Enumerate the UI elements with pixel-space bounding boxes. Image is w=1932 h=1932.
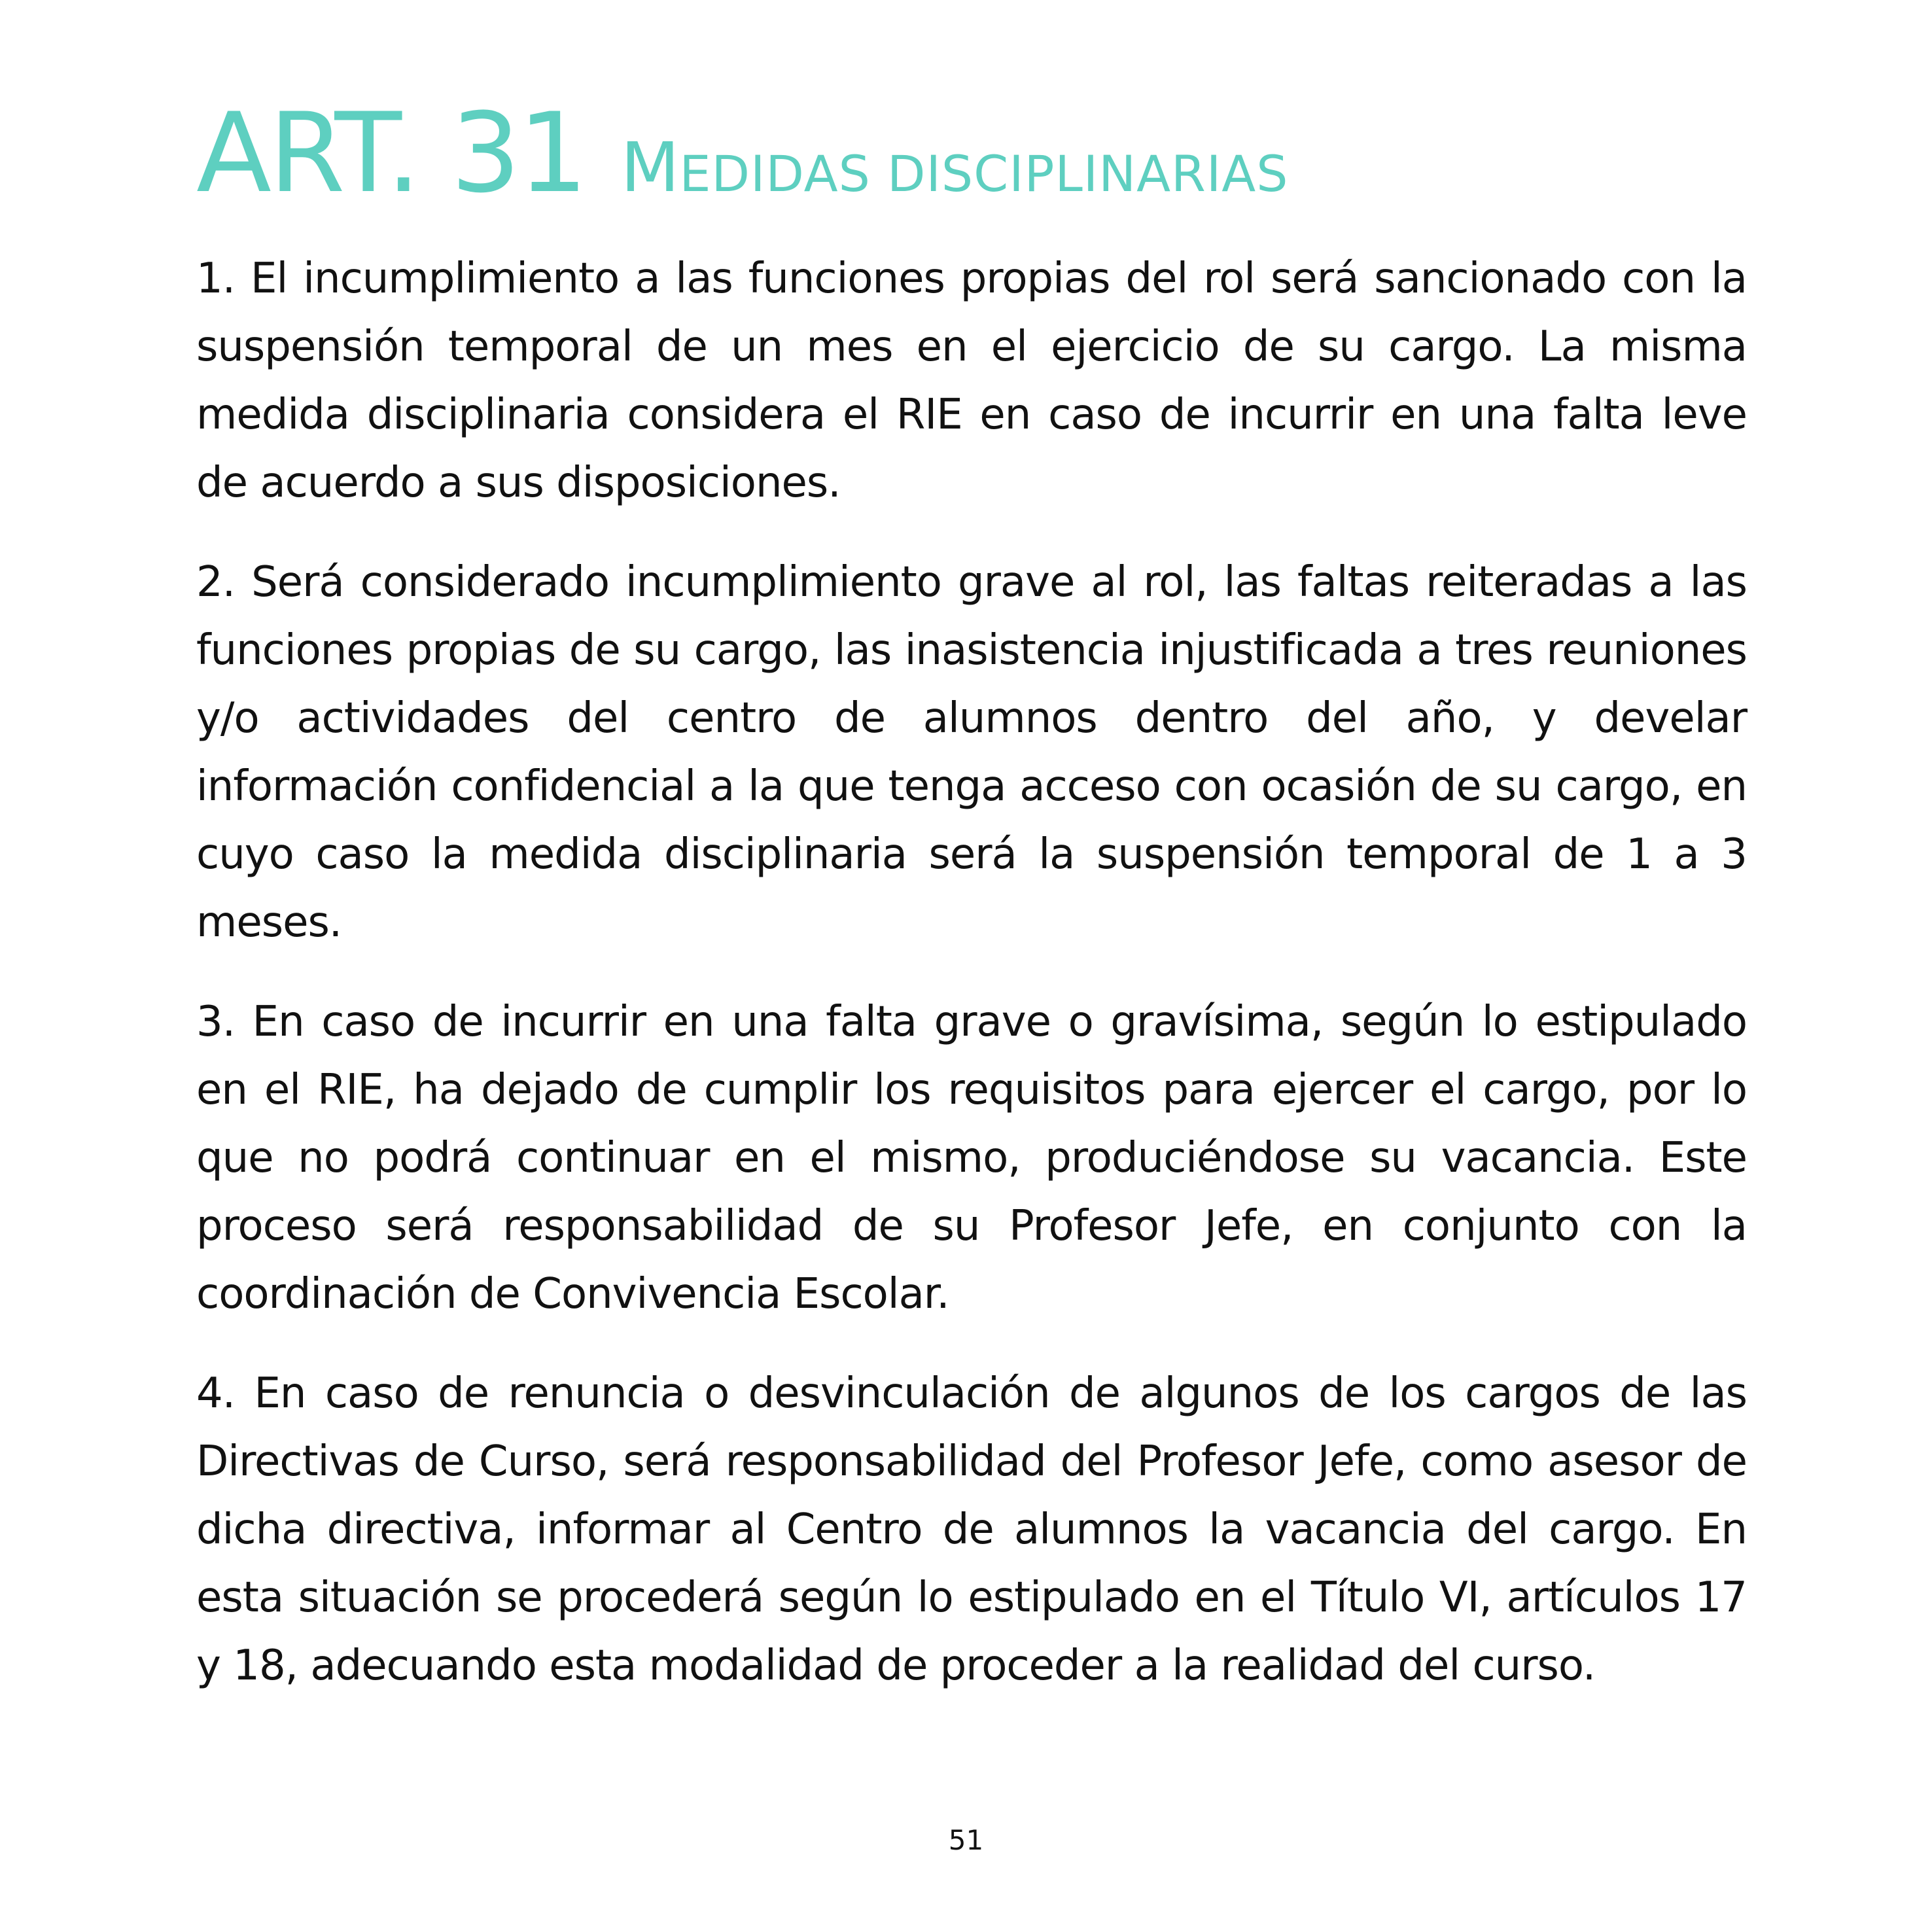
- paragraph-4: 4. En caso de renuncia o desvinculación de algunos de los cargos de las Directivas de Curso, será responsabilidad del Profesor Jefe, como asesor de dicha directiva, informar al Centro de alumnos la vacancia del cargo. En esta situación se procederá según lo estipulado en el Título VI, artículos 17 y 18, adecuando esta modalidad de proceder a la realidad del curso.: [196, 1369, 1747, 1690]
- paragraph-3: 3. En caso de incurrir en una falta grave o gravísima, según lo estipulado en el RIE, ha dejado de cumplir los requisitos para ejercer el cargo, por lo que no podrá continuar en el mismo, produciéndose su vacancia. Este proceso será responsabilidad de su Profesor Jefe, en conjunto con la coordinación de Convivencia Escolar.: [196, 998, 1747, 1318]
- article-heading: [196, 89, 1747, 217]
- article-title-rest: EDIDAS DISCIPLINARIAS: [679, 145, 1289, 203]
- paragraph-2: 2. Será considerado incumplimiento grave al rol, las faltas reiteradas a las funciones propias de su cargo, las inasistencia injustificada a tres reuniones y/o actividades del centro de alumnos dentro del año, y develar información confidencial a la que tenga acceso con ocasión de su cargo, en cuyo caso la medida disciplinaria será la suspensión temporal de 1 a 3 meses.: [196, 558, 1747, 947]
- article-body: [196, 245, 1747, 1700]
- paragraph-1: 1. El incumplimiento a las funciones propias del rol será sancionado con la suspensión temporal de un mes en el ejercicio de su cargo. La misma medida disciplinaria considera el RIE en caso de incurrir en una falta leve de acuerdo a sus disposiciones.: [196, 255, 1747, 507]
- document-page: [196, 89, 1747, 1731]
- article-title-initial: M: [620, 128, 680, 207]
- article-number: ART. 31: [196, 89, 586, 217]
- page-number: 51: [948, 1824, 984, 1856]
